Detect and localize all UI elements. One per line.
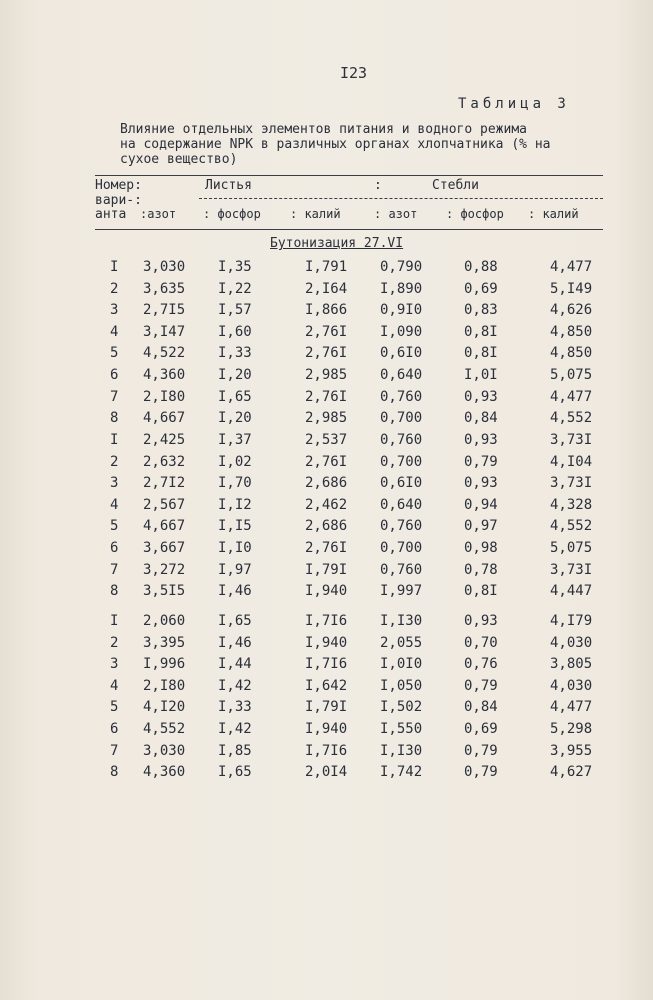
cell-variant: 2: [110, 280, 119, 297]
cell-leaves-nitrogen: 2,7I5: [143, 302, 186, 319]
cell-leaves-nitrogen: 4,552: [143, 721, 186, 737]
cell-variant: 4: [110, 677, 119, 694]
cell-stems-nitrogen: 0,700: [380, 410, 423, 427]
cell-leaves-phosphorus: I,97: [218, 561, 252, 578]
page-number: I23: [340, 64, 368, 82]
cell-stems-phosphorus: 0,84: [464, 410, 498, 427]
header-separator: :: [374, 178, 382, 193]
cell-stems-potassium: 4,328: [550, 496, 593, 513]
cell-leaves-nitrogen: 3,635: [143, 280, 186, 297]
cell-stems-nitrogen: 0,6I0: [380, 475, 423, 492]
cell-leaves-nitrogen: 3,030: [143, 259, 186, 275]
cell-variant: 5: [110, 518, 119, 535]
cell-leaves-nitrogen: 3,030: [143, 742, 186, 759]
cell-leaves-nitrogen: 2,I80: [143, 677, 186, 694]
cell-leaves-potassium: I,79I: [305, 561, 348, 578]
cell-variant: I: [110, 613, 119, 629]
cell-leaves-phosphorus: I,I2: [218, 496, 252, 513]
cell-leaves-potassium: I,7I6: [305, 742, 348, 759]
cell-stems-nitrogen: 0,760: [380, 561, 423, 578]
cell-leaves-phosphorus: I,20: [218, 410, 252, 427]
cell-variant: 6: [110, 367, 119, 383]
header-col-leaves-phosphorus: : фосфор: [203, 207, 261, 221]
cell-stems-potassium: 3,805: [550, 656, 593, 673]
cell-leaves-phosphorus: I,37: [218, 432, 252, 448]
cell-stems-phosphorus: 0,93: [464, 432, 498, 448]
cell-leaves-nitrogen: 3,667: [143, 540, 186, 556]
cell-leaves-nitrogen: 2,632: [143, 453, 186, 470]
cell-leaves-nitrogen: 3,I47: [143, 323, 186, 340]
cell-leaves-nitrogen: 4,I20: [143, 699, 186, 716]
cell-variant: 2: [110, 634, 119, 651]
cell-stems-potassium: 3,73I: [550, 432, 593, 448]
cell-stems-phosphorus: 0,70: [464, 634, 498, 651]
cell-leaves-nitrogen: 3,5I5: [143, 583, 186, 600]
cell-stems-nitrogen: I,050: [380, 677, 423, 694]
cell-stems-phosphorus: 0,94: [464, 496, 498, 513]
cell-stems-phosphorus: 0,84: [464, 699, 498, 716]
cell-leaves-potassium: I,940: [305, 583, 348, 600]
cell-variant: 8: [110, 764, 119, 781]
header-col-leaves-nitrogen: :азот: [140, 207, 177, 221]
cell-stems-potassium: 4,477: [550, 388, 593, 405]
cell-variant: 7: [110, 388, 119, 405]
cell-leaves-potassium: I,7I6: [305, 656, 348, 673]
cell-stems-potassium: 4,477: [550, 259, 593, 275]
cell-stems-potassium: 5,298: [550, 721, 593, 737]
cell-leaves-potassium: 2,I64: [305, 280, 348, 297]
cell-leaves-potassium: I,7I6: [305, 613, 348, 629]
table-caption-line-3: сухое вещество): [120, 152, 238, 167]
cell-stems-potassium: 5,I49: [550, 280, 593, 297]
cell-variant: 6: [110, 721, 119, 737]
cell-stems-phosphorus: 0,98: [464, 540, 498, 556]
cell-leaves-potassium: 2,985: [305, 410, 348, 427]
cell-leaves-phosphorus: I,02: [218, 453, 252, 470]
cell-leaves-nitrogen: 4,360: [143, 764, 186, 781]
cell-leaves-potassium: 2,686: [305, 518, 348, 535]
cell-leaves-nitrogen: 2,7I2: [143, 475, 186, 492]
cell-variant: 7: [110, 742, 119, 759]
cell-stems-phosphorus: 0,79: [464, 764, 498, 781]
cell-leaves-nitrogen: I,996: [143, 656, 186, 673]
cell-stems-nitrogen: I,090: [380, 323, 423, 340]
cell-stems-potassium: 4,850: [550, 345, 593, 362]
cell-variant: 3: [110, 656, 119, 673]
cell-stems-potassium: 3,73I: [550, 561, 593, 578]
cell-variant: 3: [110, 475, 119, 492]
cell-leaves-potassium: 2,985: [305, 367, 348, 383]
cell-stems-nitrogen: 0,6I0: [380, 345, 423, 362]
cell-leaves-potassium: 2,686: [305, 475, 348, 492]
cell-leaves-phosphorus: I,70: [218, 475, 252, 492]
cell-leaves-phosphorus: I,33: [218, 345, 252, 362]
cell-leaves-phosphorus: I,46: [218, 583, 252, 600]
cell-leaves-potassium: I,940: [305, 721, 348, 737]
cell-leaves-phosphorus: I,20: [218, 367, 252, 383]
header-leaves: Листья: [205, 178, 252, 193]
cell-stems-nitrogen: 0,640: [380, 496, 423, 513]
cell-stems-nitrogen: 0,700: [380, 453, 423, 470]
cell-stems-phosphorus: I,0I: [464, 367, 498, 383]
table-label: Таблица 3: [458, 96, 570, 112]
cell-leaves-nitrogen: 4,667: [143, 518, 186, 535]
table-top-rule: [95, 175, 603, 176]
cell-leaves-potassium: 2,76I: [305, 388, 348, 405]
cell-stems-nitrogen: 0,760: [380, 432, 423, 448]
table-caption-line-1: Влияние отдельных элементов питания и водного режима: [120, 122, 527, 137]
cell-variant: 3: [110, 302, 119, 319]
cell-stems-phosphorus: 0,93: [464, 613, 498, 629]
cell-stems-phosphorus: 0,78: [464, 561, 498, 578]
cell-leaves-phosphorus: I,65: [218, 764, 252, 781]
cell-stems-phosphorus: 0,93: [464, 475, 498, 492]
cell-stems-potassium: 3,73I: [550, 475, 593, 492]
cell-variant: I: [110, 432, 119, 448]
cell-stems-nitrogen: 0,790: [380, 259, 423, 275]
cell-stems-nitrogen: I,0I0: [380, 656, 423, 673]
cell-leaves-phosphorus: I,22: [218, 280, 252, 297]
table-caption-line-2: на содержание NPK в различных органах хлопчатника (% на: [120, 137, 551, 152]
cell-stems-phosphorus: 0,79: [464, 677, 498, 694]
cell-variant: 2: [110, 453, 119, 470]
cell-leaves-potassium: 2,0I4: [305, 764, 348, 781]
header-col-stems-phosphorus: : фосфор: [446, 207, 504, 221]
cell-leaves-phosphorus: I,85: [218, 742, 252, 759]
header-variant-line-2: вари-:: [95, 193, 142, 208]
cell-leaves-potassium: I,791: [305, 259, 348, 275]
cell-stems-nitrogen: I,742: [380, 764, 423, 781]
cell-leaves-phosphorus: I,60: [218, 323, 252, 340]
cell-leaves-phosphorus: I,57: [218, 302, 252, 319]
cell-leaves-nitrogen: 4,360: [143, 367, 186, 383]
cell-stems-nitrogen: I,550: [380, 721, 423, 737]
cell-stems-potassium: 4,I79: [550, 613, 593, 629]
header-variant-line-3: анта: [95, 207, 127, 222]
cell-stems-potassium: 4,030: [550, 677, 593, 694]
cell-leaves-potassium: I,642: [305, 677, 348, 694]
cell-stems-nitrogen: 0,760: [380, 388, 423, 405]
cell-leaves-potassium: I,866: [305, 302, 348, 319]
cell-variant: I: [110, 259, 119, 275]
cell-variant: 5: [110, 699, 119, 716]
cell-leaves-nitrogen: 3,272: [143, 561, 186, 578]
cell-stems-potassium: 4,477: [550, 699, 593, 716]
cell-variant: 6: [110, 540, 119, 556]
cell-stems-phosphorus: 0,76: [464, 656, 498, 673]
cell-leaves-phosphorus: I,44: [218, 656, 252, 673]
cell-stems-potassium: 4,030: [550, 634, 593, 651]
cell-stems-phosphorus: 0,8I: [464, 323, 498, 340]
cell-stems-potassium: 5,075: [550, 540, 593, 556]
header-stems: Стебли: [432, 178, 479, 193]
cell-leaves-phosphorus: I,35: [218, 259, 252, 275]
cell-stems-potassium: 3,955: [550, 742, 593, 759]
cell-leaves-phosphorus: I,65: [218, 388, 252, 405]
cell-stems-potassium: 4,552: [550, 410, 593, 427]
cell-stems-nitrogen: 0,700: [380, 540, 423, 556]
cell-leaves-nitrogen: 3,395: [143, 634, 186, 651]
cell-stems-nitrogen: 0,760: [380, 518, 423, 535]
cell-leaves-phosphorus: I,42: [218, 721, 252, 737]
cell-leaves-nitrogen: 2,I80: [143, 388, 186, 405]
table-header-rule: [95, 229, 603, 230]
cell-leaves-potassium: 2,462: [305, 496, 348, 513]
cell-stems-potassium: 4,552: [550, 518, 593, 535]
cell-stems-potassium: 4,850: [550, 323, 593, 340]
cell-variant: 5: [110, 345, 119, 362]
cell-leaves-nitrogen: 4,667: [143, 410, 186, 427]
cell-variant: 4: [110, 496, 119, 513]
cell-stems-nitrogen: 0,9I0: [380, 302, 423, 319]
cell-leaves-potassium: I,940: [305, 634, 348, 651]
cell-leaves-potassium: I,79I: [305, 699, 348, 716]
cell-stems-nitrogen: I,I30: [380, 742, 423, 759]
section-title: Бутонизация 27.VI: [270, 236, 404, 251]
cell-leaves-potassium: 2,76I: [305, 323, 348, 340]
cell-leaves-nitrogen: 2,567: [143, 496, 186, 513]
header-mid-rule: [199, 198, 603, 199]
cell-leaves-potassium: 2,76I: [305, 540, 348, 556]
cell-variant: 7: [110, 561, 119, 578]
cell-stems-potassium: 5,075: [550, 367, 593, 383]
cell-stems-phosphorus: 0,8I: [464, 345, 498, 362]
header-col-stems-potassium: : калий: [528, 207, 579, 221]
cell-leaves-potassium: 2,76I: [305, 453, 348, 470]
cell-stems-phosphorus: 0,88: [464, 259, 498, 275]
cell-stems-phosphorus: 0,69: [464, 280, 498, 297]
cell-variant: 8: [110, 583, 119, 600]
cell-stems-nitrogen: 0,640: [380, 367, 423, 383]
cell-leaves-nitrogen: 2,060: [143, 613, 186, 629]
cell-stems-phosphorus: 0,93: [464, 388, 498, 405]
cell-stems-nitrogen: I,997: [380, 583, 423, 600]
cell-leaves-phosphorus: I,I0: [218, 540, 252, 556]
cell-stems-potassium: 4,447: [550, 583, 593, 600]
cell-variant: 8: [110, 410, 119, 427]
cell-leaves-phosphorus: I,42: [218, 677, 252, 694]
cell-leaves-phosphorus: I,33: [218, 699, 252, 716]
cell-leaves-nitrogen: 2,425: [143, 432, 186, 448]
cell-stems-phosphorus: 0,69: [464, 721, 498, 737]
cell-stems-phosphorus: 0,83: [464, 302, 498, 319]
cell-stems-nitrogen: 2,055: [380, 634, 423, 651]
cell-stems-potassium: 4,I04: [550, 453, 593, 470]
header-col-stems-nitrogen: : азот: [374, 207, 418, 221]
cell-stems-nitrogen: I,I30: [380, 613, 423, 629]
cell-stems-potassium: 4,626: [550, 302, 593, 319]
cell-stems-potassium: 4,627: [550, 764, 593, 781]
cell-stems-phosphorus: 0,79: [464, 742, 498, 759]
cell-stems-nitrogen: I,890: [380, 280, 423, 297]
header-col-leaves-potassium: : калий: [290, 207, 341, 221]
cell-leaves-phosphorus: I,46: [218, 634, 252, 651]
cell-variant: 4: [110, 323, 119, 340]
cell-stems-phosphorus: 0,8I: [464, 583, 498, 600]
header-variant-line-1: Номер:: [95, 178, 142, 193]
cell-stems-nitrogen: I,502: [380, 699, 423, 716]
cell-leaves-potassium: 2,537: [305, 432, 348, 448]
cell-leaves-phosphorus: I,65: [218, 613, 252, 629]
cell-stems-phosphorus: 0,79: [464, 453, 498, 470]
cell-stems-phosphorus: 0,97: [464, 518, 498, 535]
cell-leaves-potassium: 2,76I: [305, 345, 348, 362]
cell-leaves-nitrogen: 4,522: [143, 345, 186, 362]
cell-leaves-phosphorus: I,I5: [218, 518, 252, 535]
